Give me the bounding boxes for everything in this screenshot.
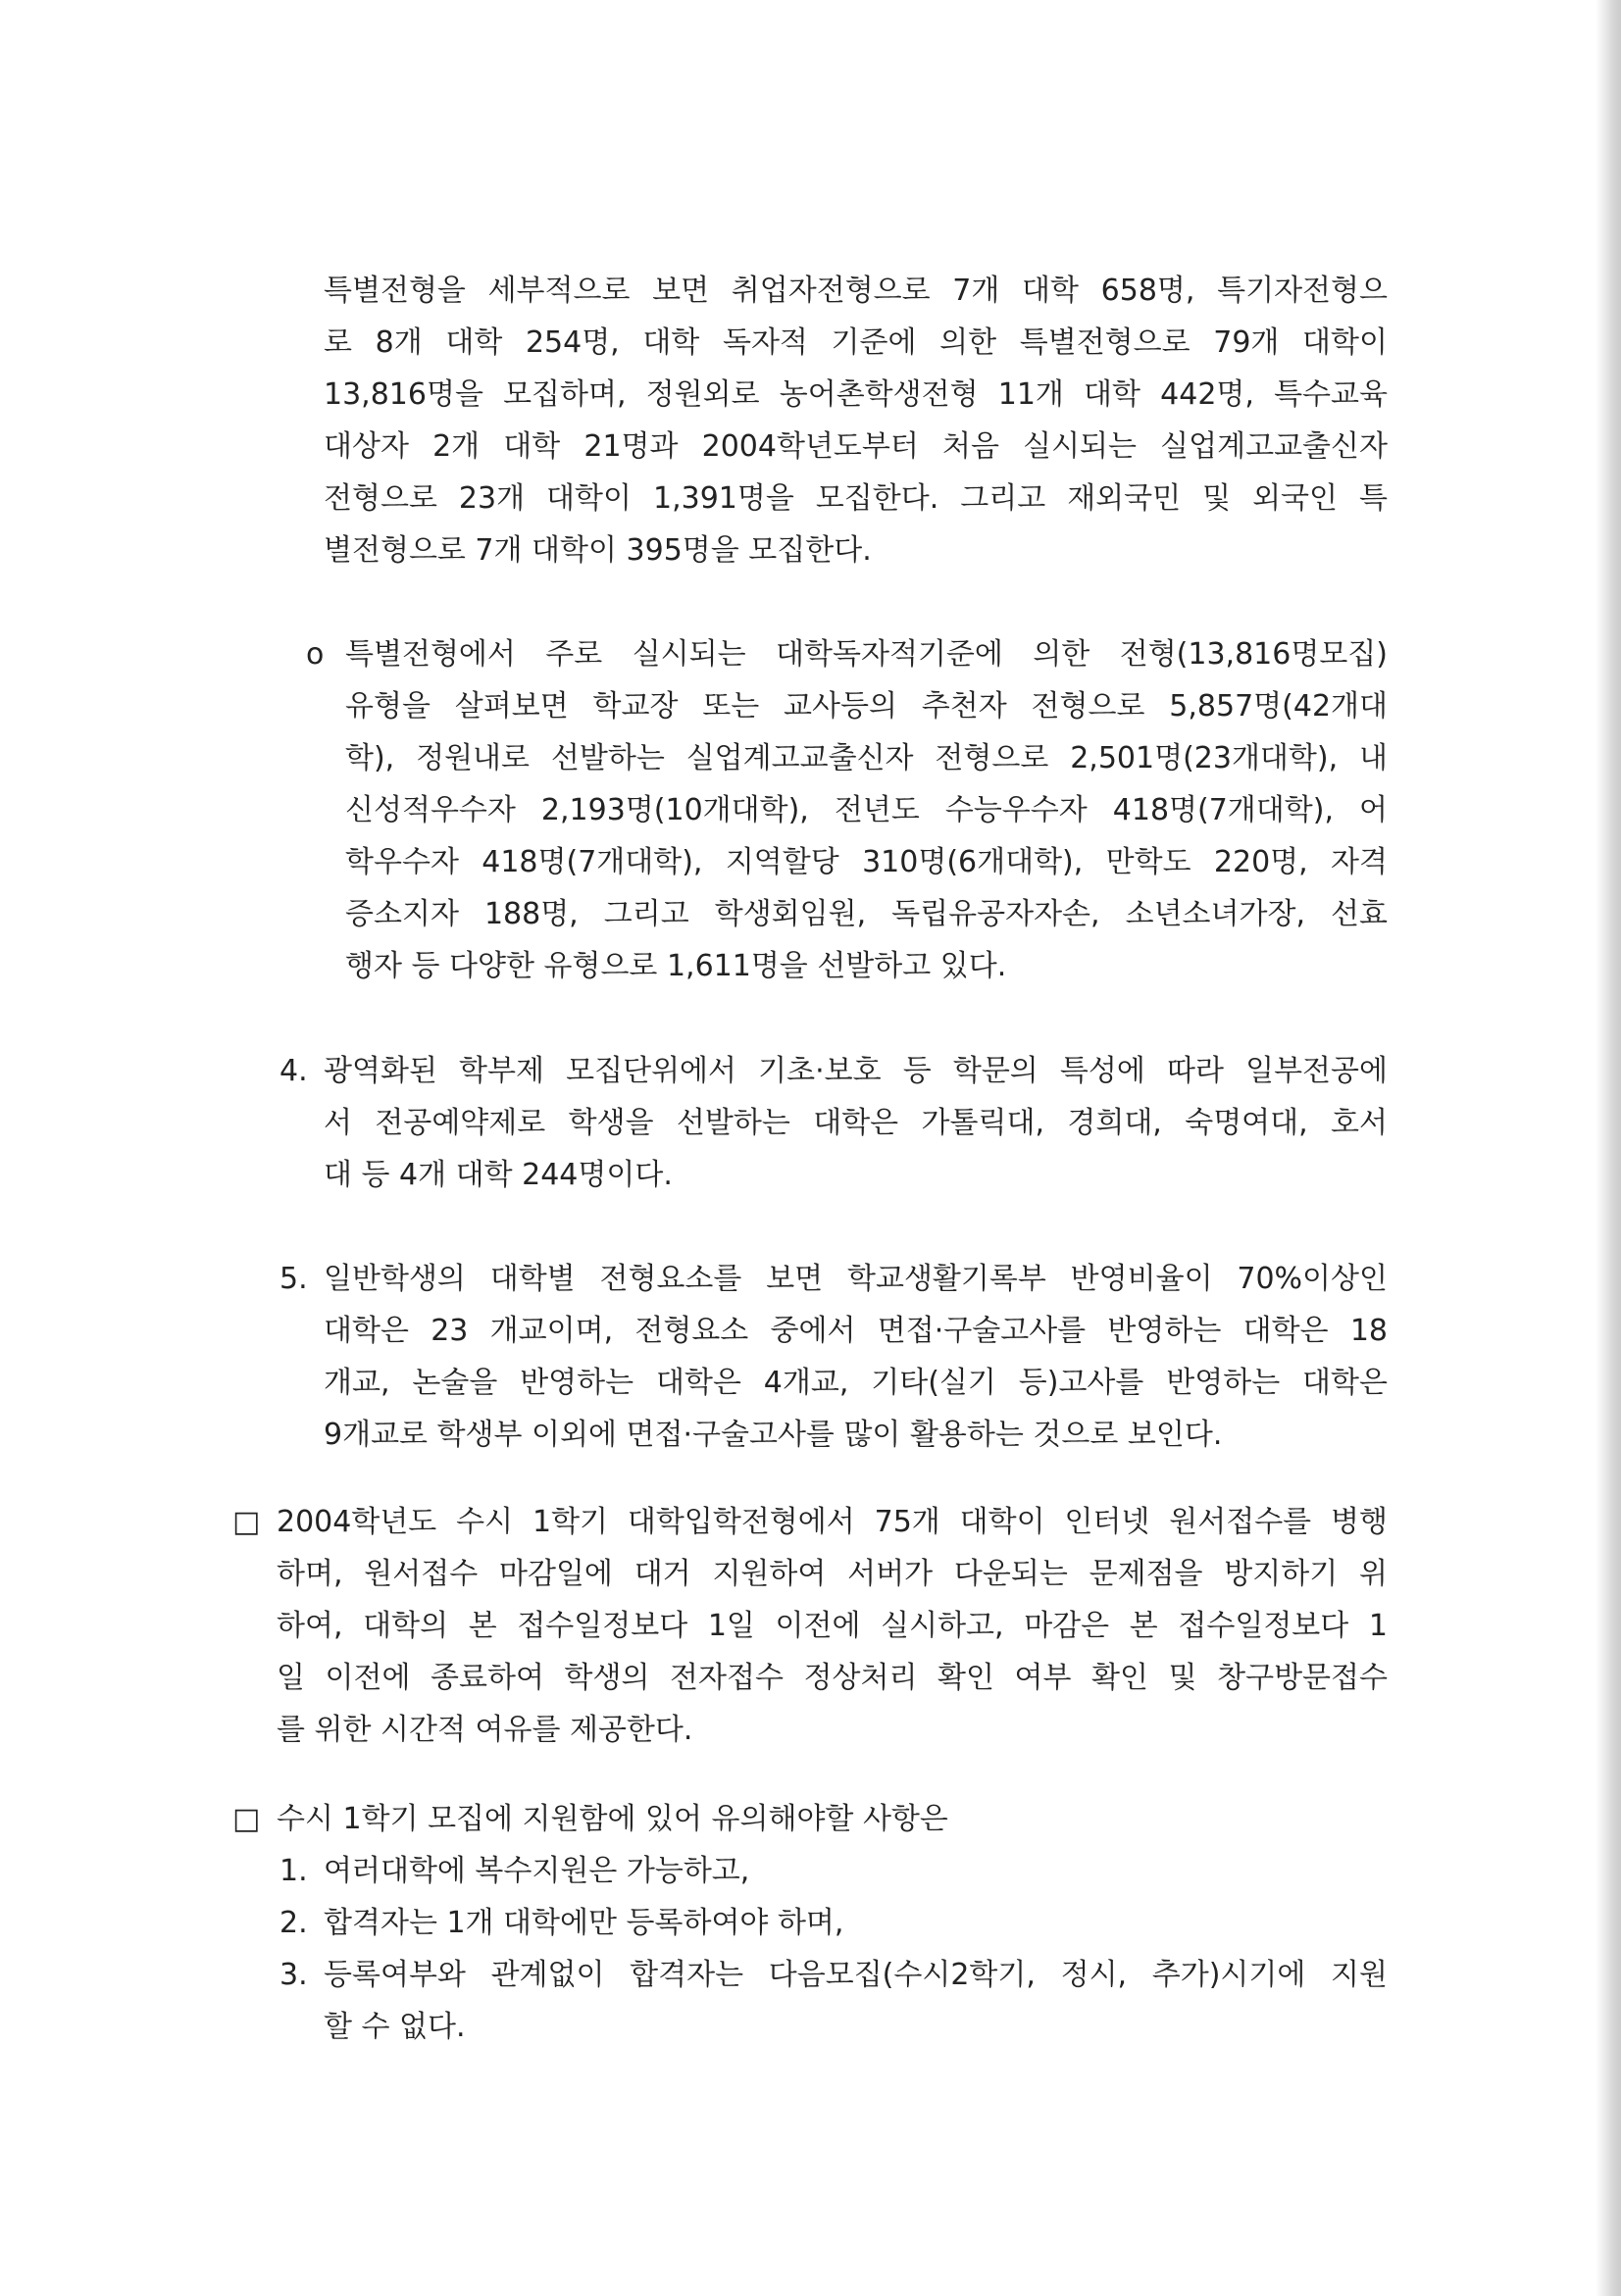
bullet-line: 유형을 살펴보면 학교장 또는 교사등의 추천자 전형으로 5,857명(42개대 [345,689,1388,724]
notice-lines [277,1793,1388,1845]
item-line: 등록여부와 관계없이 합격자는 다음모집(수시2학기, 정시, 추가)시기에 지원 [324,1958,1388,1992]
paragraph-lines [324,265,1388,576]
item-line: 할 수 없다. [324,2010,466,2044]
numbered-item-4 [0,1045,1569,1201]
item-lines [324,1949,1388,2053]
paragraph-line: 전형으로 23개 대학이 1,391명을 모집한다. 그리고 재외국민 및 외국인 특 [324,481,1388,516]
caution-item-3 [0,1949,1569,2053]
notice-line: 2004학년도 수시 1학기 대학입학전형에서 75개 대학이 인터넷 원서접수를 병행 [277,1505,1388,1539]
paragraph-line: 로 8개 대학 254명, 대학 독자적 기준에 의한 특별전형으로 79개 대학이 [324,325,1388,360]
item-lines [324,1897,1388,1949]
item-number: 4. [279,1054,308,1088]
notice-line: 일 이전에 종료하여 학생의 전자접수 정상처리 확인 여부 확인 및 창구방문접수 [277,1661,1388,1695]
notice-lines [277,1496,1388,1756]
paragraph-line: 대상자 2개 대학 21명과 2004학년도부터 처음 실시되는 실업계고교출신자 [324,429,1388,464]
notice-internet-application [0,1496,1569,1756]
item-line: 광역화된 학부제 모집단위에서 기초·보호 등 학문의 특성에 따라 일부전공에 [324,1054,1388,1088]
item-lines [324,1845,1388,1897]
notice-line: 수시 1학기 모집에 지원함에 있어 유의해야할 사항은 [277,1802,948,1836]
square-bullet-icon: □ [232,1802,261,1836]
paragraph-line: 13,816명을 모집하며, 정원외로 농어촌학생전형 11개 대학 442명, 특수교육 [324,377,1388,412]
item-lines [324,1253,1388,1461]
paragraph-line: 특별전형을 세부적으로 보면 취업자전형으로 7개 대학 658명, 특기자전형으 [324,274,1388,308]
bullet-marker: o [306,637,325,672]
bullet-line: 신성적우수자 2,193명(10개대학), 전년도 수능우수자 418명(7개대학), 어 [345,793,1388,827]
square-bullet-icon: □ [232,1505,261,1539]
bullet-line: 학우수자 418명(7개대학), 지역할당 310명(6개대학), 만학도 220명, 자격 [345,845,1388,879]
caution-item-2 [0,1897,1569,1949]
item-number: 2. [279,1906,308,1940]
item-line: 9개교로 학생부 이외에 면접·구술고사를 많이 활용하는 것으로 보인다. [324,1418,1223,1452]
bullet-paragraph-independent-criteria [0,628,1569,992]
notice-line: 하여, 대학의 본 접수일정보다 1일 이전에 실시하고, 마감은 본 접수일정보다 1 [277,1609,1388,1643]
notice-application-cautions [0,1793,1569,2053]
item-line: 서 전공예약제로 학생을 선발하는 대학은 가톨릭대, 경희대, 숙명여대, 호서 [324,1106,1388,1140]
item-number: 3. [279,1958,308,1992]
page-edge-shadow [1596,0,1621,2296]
item-line: 대학은 23 개교이며, 전형요소 중에서 면접·구술고사를 반영하는 대학은 18 [324,1314,1388,1348]
item-lines [324,1045,1388,1201]
item-line: 여러대학에 복수지원은 가능하고, [324,1854,750,1888]
bullet-line: 학), 정원내로 선발하는 실업계고교출신자 전형으로 2,501명(23개대학), 내 [345,741,1388,775]
notice-line: 를 위한 시간적 여유를 제공한다. [277,1713,693,1747]
document-body [0,265,1569,2053]
bullet-line: 특별전형에서 주로 실시되는 대학독자적기준에 의한 전형(13,816명모집) [345,637,1388,672]
item-line: 개교, 논술을 반영하는 대학은 4개교, 기타(실기 등)고사를 반영하는 대학은 [324,1366,1388,1400]
item-line: 일반학생의 대학별 전형요소를 보면 학교생활기록부 반영비율이 70%이상인 [324,1262,1388,1296]
bullet-lines [345,628,1388,992]
item-line: 합격자는 1개 대학에만 등록하여야 하며, [324,1906,844,1940]
notice-line: 하며, 원서접수 마감일에 대거 지원하여 서버가 다운되는 문제점을 방지하기 위 [277,1557,1388,1591]
caution-item-1 [0,1845,1569,1897]
paragraph-line: 별전형으로 7개 대학이 395명을 모집한다. [324,533,872,568]
item-number: 5. [279,1262,308,1296]
item-number: 1. [279,1854,308,1888]
bullet-line: 증소지자 188명, 그리고 학생회임원, 독립유공자자손, 소년소녀가장, 선효 [345,897,1388,931]
paragraph-special-admission [0,265,1569,576]
numbered-item-5 [0,1253,1569,1461]
item-line: 대 등 4개 대학 244명이다. [324,1158,673,1192]
bullet-line: 행자 등 다양한 유형으로 1,611명을 선발하고 있다. [345,949,1007,983]
